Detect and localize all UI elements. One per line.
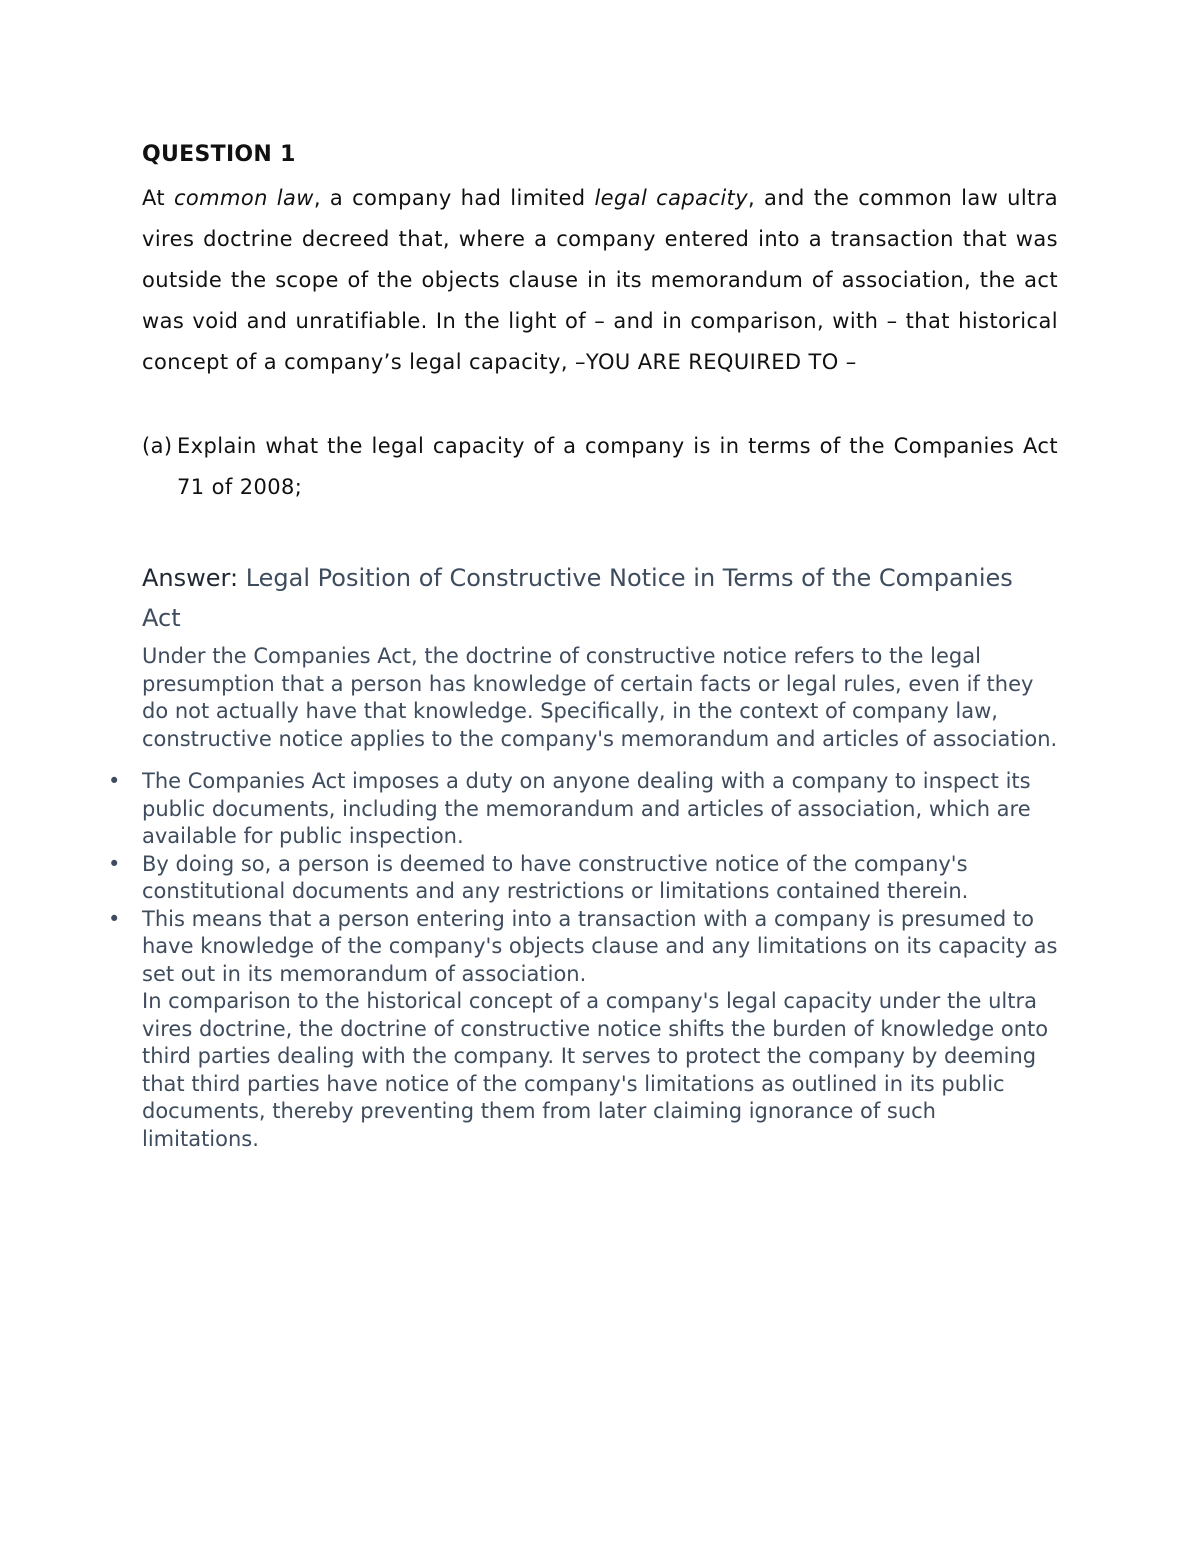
- list-item: [108, 768, 1058, 851]
- answer-title: Legal Position of Constructive Notice in Terms of the Companies Act: [142, 564, 1013, 632]
- bullet-icon: •: [108, 906, 121, 931]
- question-text-2: , a company had limited: [313, 186, 595, 210]
- bullet-icon: •: [108, 769, 121, 793]
- list-item: [108, 851, 1058, 906]
- sub-question-text: Explain what the legal capacity of a company is in terms of the Companies Act 71 of 2008;: [177, 434, 1058, 499]
- list-item-text: This means that a person entering into a transaction with a company is presumed to have knowledge of the company's objects clause and any limitations on its capacity as set out in its memorandum of association.: [142, 906, 1058, 986]
- answer-bullet-list: [108, 768, 1058, 988]
- answer-intro: Under the Companies Act, the doctrine of constructive notice refers to the legal presumption that a person has knowledge of certain facts or legal rules, even if they do not actually have that knowledge. Specifically, in the context of company law, constructive notice applies to the company's memorandum and articles of association.: [142, 644, 1058, 751]
- bullet-icon: •: [108, 851, 121, 876]
- answer-heading: [142, 558, 1058, 638]
- question-text-1: At: [142, 186, 174, 210]
- answer-label: Answer:: [142, 564, 239, 592]
- list-item: [108, 906, 1058, 989]
- sub-question-marker: (a): [142, 434, 173, 458]
- question-body: [142, 178, 1058, 383]
- sub-question-a: [142, 426, 1058, 508]
- document-page: [108, 138, 1058, 1153]
- question-italic-common-law: common law: [173, 186, 314, 210]
- question-italic-legal-capacity: legal capacity: [594, 186, 749, 210]
- list-item-text: The Companies Act imposes a duty on anyone dealing with a company to inspect its public documents, including the memorandum and articles of association, which are available for public inspection.: [142, 769, 1031, 848]
- list-item-text: By doing so, a person is deemed to have constructive notice of the company's constitutional documents and any restrictions or limitations contained therein.: [142, 851, 969, 903]
- question-text-3: , and the common law ultra vires doctrine decreed that, where a company entered into a transaction that was outside the scope of the objects clause in its memorandum of association, the act was void and unratifiable. In the light of – and in comparison, with – that historical concept of a company’s legal capacity, –YOU ARE REQUIRED TO –: [142, 186, 1058, 374]
- question-heading: QUESTION 1: [142, 142, 296, 167]
- answer-conclusion: In comparison to the historical concept of a company's legal capacity under the ultra vires doctrine, the doctrine of constructive notice shifts the burden of knowledge onto third parties dealing with the company. It serves to protect the company by deeming that third parties have notice of the company's limitations as outlined in its public documents, thereby preventing them from later claiming ignorance of such limitations.: [142, 989, 1049, 1151]
